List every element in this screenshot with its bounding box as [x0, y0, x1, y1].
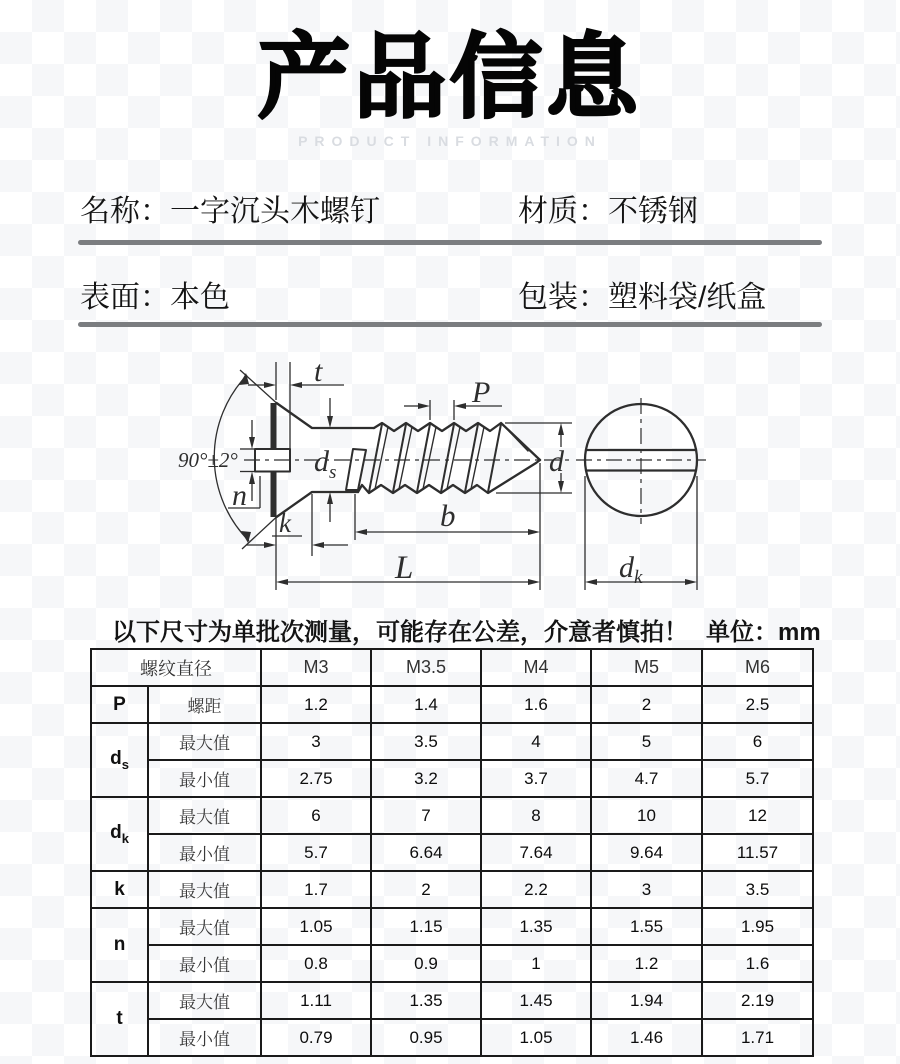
- spec-table: [90, 648, 814, 1057]
- value-cell: 4.7: [591, 760, 702, 797]
- row-label-cell: 最小值: [148, 760, 261, 797]
- dim-label-d: d: [549, 445, 564, 478]
- value-cell: 1.95: [702, 908, 813, 945]
- table-row: [91, 797, 813, 834]
- name-label: 名称：: [80, 195, 170, 228]
- value-cell: 1: [481, 945, 591, 982]
- value-cell: 0.79: [261, 1019, 371, 1056]
- size-header-cell: M6: [702, 649, 813, 686]
- value-cell: 0.95: [371, 1019, 481, 1056]
- dim-label-b: b: [440, 498, 456, 533]
- dim-label-dk: $d_k$: [619, 551, 643, 588]
- row-label-cell: 最小值: [148, 834, 261, 871]
- spec-table-header: [91, 649, 813, 686]
- name-value: 一字沉头木螺钉: [170, 195, 380, 228]
- spec-table-body: [91, 686, 813, 1056]
- table-row: [91, 723, 813, 760]
- row-label-cell: 最大值: [148, 723, 261, 760]
- info-row-1: [0, 186, 900, 228]
- dim-label-k: k: [279, 508, 291, 538]
- value-cell: 7.64: [481, 834, 591, 871]
- value-cell: 3.5: [702, 871, 813, 908]
- value-cell: 1.6: [481, 686, 591, 723]
- value-cell: 4: [481, 723, 591, 760]
- value-cell: 2.2: [481, 871, 591, 908]
- value-cell: 8: [481, 797, 591, 834]
- divider-bar-1: [78, 240, 822, 245]
- value-cell: 2.19: [702, 982, 813, 1019]
- value-cell: 1.71: [702, 1019, 813, 1056]
- row-label-cell: 最大值: [148, 797, 261, 834]
- param-cell: t: [91, 982, 148, 1056]
- param-cell: k: [91, 871, 148, 908]
- measurement-note: [112, 612, 872, 647]
- value-cell: 2.75: [261, 760, 371, 797]
- packaging-label: 包装：: [518, 281, 608, 314]
- material-field: [518, 186, 698, 230]
- value-cell: 10: [591, 797, 702, 834]
- value-cell: 7: [371, 797, 481, 834]
- value-cell: 1.94: [591, 982, 702, 1019]
- value-cell: 1.6: [702, 945, 813, 982]
- value-cell: 1.2: [591, 945, 702, 982]
- value-cell: 2.5: [702, 686, 813, 723]
- divider-bar-2: [78, 322, 822, 327]
- material-label: 材质：: [518, 195, 608, 228]
- value-cell: 1.11: [261, 982, 371, 1019]
- value-cell: 0.8: [261, 945, 371, 982]
- dim-label-angle: 90°±2°: [178, 448, 238, 472]
- packaging-value: 塑料袋/纸盒: [608, 281, 767, 314]
- value-cell: 3: [591, 871, 702, 908]
- value-cell: 1.05: [481, 1019, 591, 1056]
- value-cell: 1.15: [371, 908, 481, 945]
- value-cell: 0.9: [371, 945, 481, 982]
- dim-label-t: t: [314, 355, 323, 388]
- page-subtitle: PRODUCT INFORMATION: [298, 133, 602, 149]
- value-cell: 1.35: [481, 908, 591, 945]
- material-value: 不锈钢: [608, 195, 698, 228]
- surface-field: [80, 272, 230, 316]
- corner-header-cell: 螺纹直径: [91, 649, 261, 686]
- dim-label-L: L: [395, 550, 414, 586]
- value-cell: 1.05: [261, 908, 371, 945]
- dim-label-ds: $d_s$: [314, 445, 337, 483]
- value-cell: 3: [261, 723, 371, 760]
- value-cell: 1.2: [261, 686, 371, 723]
- page-title: 产品信息: [257, 27, 642, 129]
- note-text: 以下尺寸为单批次测量，可能存在公差，介意者慎拍！: [112, 619, 688, 646]
- unit-label: 单位：mm: [706, 619, 821, 646]
- table-row: [91, 760, 813, 797]
- value-cell: 1.46: [591, 1019, 702, 1056]
- value-cell: 5: [591, 723, 702, 760]
- name-field: [80, 186, 380, 230]
- size-header-cell: M3.5: [371, 649, 481, 686]
- value-cell: 1.45: [481, 982, 591, 1019]
- value-cell: 3.5: [371, 723, 481, 760]
- row-label-cell: 最小值: [148, 1019, 261, 1056]
- row-label-cell: 最小值: [148, 945, 261, 982]
- row-label-cell: 最大值: [148, 982, 261, 1019]
- value-cell: 12: [702, 797, 813, 834]
- size-header-cell: M3: [261, 649, 371, 686]
- value-cell: 2: [591, 686, 702, 723]
- value-cell: 11.57: [702, 834, 813, 871]
- value-cell: 1.7: [261, 871, 371, 908]
- table-header-row: [91, 649, 813, 686]
- param-cell: $d_k$: [91, 797, 148, 871]
- packaging-field: [518, 272, 766, 316]
- size-header-cell: M4: [481, 649, 591, 686]
- row-label-cell: 螺距: [148, 686, 261, 723]
- value-cell: 1.55: [591, 908, 702, 945]
- value-cell: 6: [261, 797, 371, 834]
- value-cell: 3.2: [371, 760, 481, 797]
- surface-value: 本色: [170, 281, 230, 314]
- value-cell: 5.7: [261, 834, 371, 871]
- table-row: [91, 908, 813, 945]
- value-cell: 2: [371, 871, 481, 908]
- screw-technical-drawing: [0, 340, 900, 610]
- param-cell: n: [91, 908, 148, 982]
- param-cell: P: [91, 686, 148, 723]
- dim-label-n: n: [232, 479, 247, 512]
- value-cell: 1.35: [371, 982, 481, 1019]
- info-row-2: [0, 272, 900, 314]
- table-row: [91, 686, 813, 723]
- value-cell: 6.64: [371, 834, 481, 871]
- value-cell: 9.64: [591, 834, 702, 871]
- table-row: [91, 871, 813, 908]
- value-cell: 3.7: [481, 760, 591, 797]
- size-header-cell: M5: [591, 649, 702, 686]
- table-row: [91, 1019, 813, 1056]
- param-cell: $d_s$: [91, 723, 148, 797]
- row-label-cell: 最大值: [148, 908, 261, 945]
- table-row: [91, 945, 813, 982]
- value-cell: 5.7: [702, 760, 813, 797]
- row-label-cell: 最大值: [148, 871, 261, 908]
- value-cell: 1.4: [371, 686, 481, 723]
- value-cell: 6: [702, 723, 813, 760]
- dim-label-p: P: [472, 376, 491, 409]
- surface-label: 表面：: [80, 281, 170, 314]
- table-row: [91, 982, 813, 1019]
- table-row: [91, 834, 813, 871]
